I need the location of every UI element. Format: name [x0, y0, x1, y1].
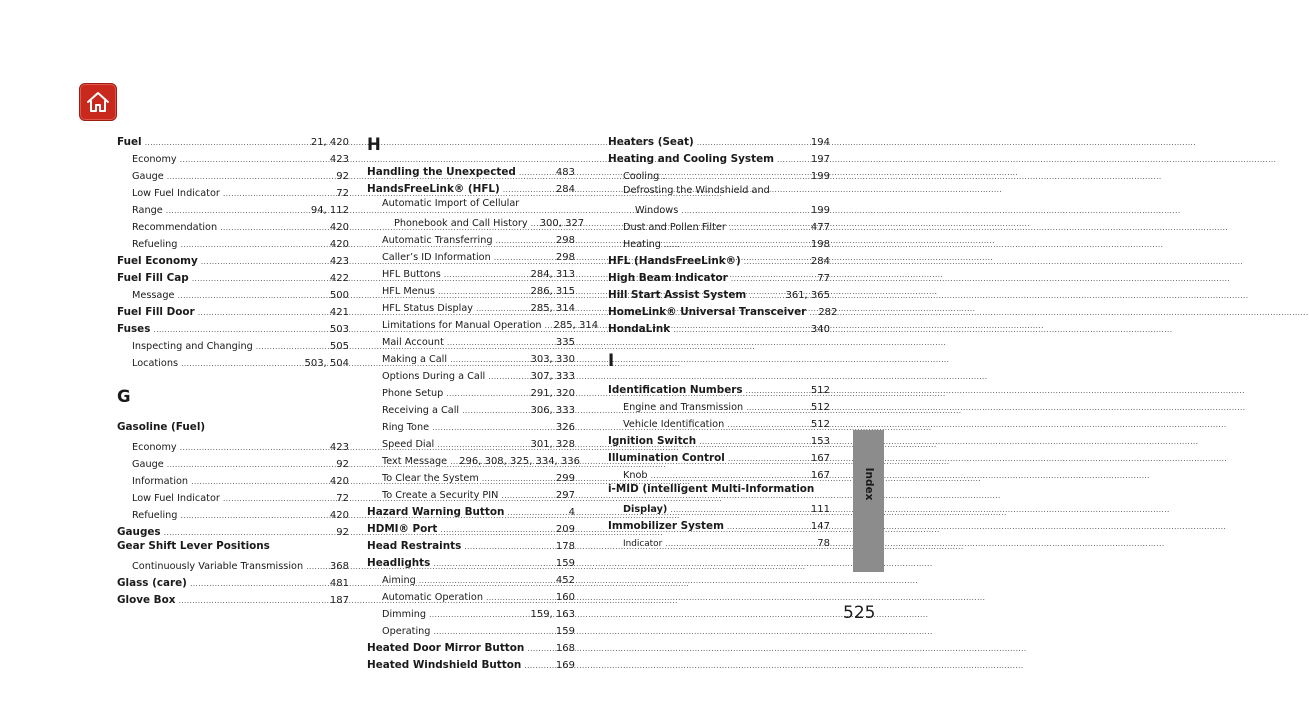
entry-label: HFL Status Display — [382, 303, 473, 314]
index-subentry[interactable] — [367, 365, 575, 382]
page-reference[interactable]: 361, 365 — [785, 290, 830, 301]
entry-label: Operating — [382, 626, 431, 637]
page-reference[interactable]: 92 — [336, 171, 349, 182]
leader-dots — [450, 450, 456, 470]
page-reference[interactable]: 92 — [336, 459, 349, 470]
entry-label: Fuel Economy — [117, 255, 198, 267]
page-reference[interactable]: 512 — [810, 419, 830, 430]
entry-label: Heated Windshield Button — [367, 659, 522, 671]
entry-label: Ring Tone — [382, 422, 430, 433]
page-reference[interactable]: 111 — [810, 504, 830, 515]
index-subentry[interactable] — [367, 603, 575, 620]
entry-label: Fuel — [117, 136, 142, 148]
leader-dots — [673, 318, 808, 338]
index-column-2 — [367, 131, 599, 671]
page-reference[interactable]: 284 — [555, 184, 575, 195]
entry-label: HDMI® Port — [367, 523, 438, 535]
entry-label: Indicator — [623, 539, 663, 549]
entry-label: Automatic Import of Cellular — [382, 198, 520, 209]
entry-label: Heated Door Mirror Button — [367, 642, 525, 654]
entry-label: Refueling — [132, 510, 178, 521]
page-reference[interactable]: 72 — [336, 188, 349, 199]
entry-label: Low Fuel Indicator — [132, 188, 220, 199]
page-reference[interactable]: 296, 308, 325, 334, 336 — [459, 456, 581, 467]
entry-label: Fuel Fill Door — [117, 306, 195, 318]
index-entry[interactable] — [608, 481, 830, 498]
entry-label: Headlights — [367, 557, 431, 569]
index-entry[interactable] — [608, 131, 830, 148]
index-subentry[interactable] — [367, 450, 581, 467]
page-reference[interactable]: 284 — [810, 256, 830, 267]
entry-label: Automatic Transferring — [382, 235, 493, 246]
entry-label: Recommendation — [132, 222, 218, 233]
page-reference[interactable]: 421 — [329, 307, 349, 318]
section-letter: I — [608, 351, 615, 370]
entry-label: To Clear the System — [382, 473, 479, 484]
entry-label: Low Fuel Indicator — [132, 493, 220, 504]
page-reference[interactable]: 300, 327 — [539, 218, 585, 229]
entry-label: Message — [132, 290, 175, 301]
index-subentry[interactable] — [367, 263, 575, 280]
entry-label: Gauge — [132, 459, 164, 470]
page-reference[interactable]: 159, 163 — [530, 609, 575, 620]
entry-label: Display) — [623, 504, 668, 515]
index-subentry[interactable] — [367, 416, 575, 433]
entry-label: Ignition Switch — [608, 435, 697, 447]
entry-label: Inspecting and Changing — [132, 341, 253, 352]
index-entry[interactable] — [608, 318, 830, 335]
page-reference[interactable]: 159 — [555, 626, 575, 637]
entry-label: High Beam Indicator — [608, 272, 728, 284]
index-subentry[interactable] — [367, 297, 575, 314]
index-entry[interactable] — [608, 301, 838, 318]
leader-dots — [749, 284, 782, 304]
index-subentry[interactable] — [608, 216, 830, 233]
page-reference[interactable]: 199 — [810, 171, 830, 182]
page-reference[interactable]: 21, 420 — [310, 137, 349, 148]
entry-label: Defrosting the Windshield and — [623, 185, 770, 196]
index-subentry[interactable] — [608, 165, 830, 182]
page-reference[interactable]: 78 — [817, 538, 830, 549]
entry-label: Handling the Unexpected — [367, 166, 516, 178]
page-reference[interactable]: 500 — [329, 290, 349, 301]
index-subentry[interactable] — [367, 569, 575, 586]
page-reference[interactable]: 299 — [555, 473, 575, 484]
index-entry[interactable] — [367, 501, 575, 518]
page-reference[interactable]: 284, 313 — [530, 269, 575, 280]
entry-label: Dimming — [382, 609, 427, 620]
page-reference[interactable]: 422 — [329, 273, 349, 284]
entry-label: Aiming — [382, 575, 416, 586]
entry-label: Making a Call — [382, 354, 448, 365]
index-entry[interactable] — [367, 178, 575, 195]
index-entry[interactable] — [608, 379, 830, 396]
index-subentry[interactable] — [367, 348, 575, 365]
leader-dots — [178, 589, 326, 609]
entry-label: Knob — [623, 470, 648, 481]
page-reference[interactable]: 77 — [817, 273, 830, 284]
page-reference[interactable]: 423 — [329, 154, 349, 165]
index-subentry[interactable] — [117, 504, 349, 521]
index-entry[interactable] — [608, 267, 830, 284]
entry-label: Glove Box — [117, 594, 176, 606]
index-subentry[interactable] — [117, 487, 349, 504]
page-reference[interactable]: 423 — [329, 256, 349, 267]
page-reference[interactable]: 512 — [810, 402, 830, 413]
page-reference[interactable]: 159 — [555, 558, 575, 569]
entry-label: HFL Menus — [382, 286, 435, 297]
entry-label: Hill Start Assist System — [608, 289, 747, 301]
page-reference[interactable]: 198 — [810, 239, 830, 250]
index-entry[interactable] — [117, 521, 349, 538]
index-entry[interactable] — [117, 301, 349, 318]
entry-label: Dust and Pollen Filter — [623, 222, 726, 233]
section-letter: H — [367, 135, 381, 154]
index-entry[interactable] — [608, 515, 830, 532]
index-entry[interactable] — [117, 572, 349, 589]
index-subentry[interactable] — [367, 484, 575, 501]
page-reference[interactable]: 178 — [555, 541, 575, 552]
entry-label: Gasoline (Fuel) — [117, 421, 206, 433]
index-entry[interactable] — [608, 498, 830, 515]
index-subentry[interactable] — [117, 199, 349, 216]
page-reference[interactable]: 420 — [329, 510, 349, 521]
entry-label: Phonebook and Call History — [394, 218, 528, 229]
index-subentry[interactable] — [117, 165, 349, 182]
entry-label: Caller’s ID Information — [382, 252, 491, 263]
page-reference[interactable]: 298 — [555, 252, 575, 263]
entry-label: Heating and Cooling System — [608, 153, 774, 165]
entry-label: Gauge — [132, 171, 164, 182]
page-reference[interactable]: 94, 112 — [310, 205, 349, 216]
index-subentry[interactable] — [367, 399, 575, 416]
entry-label: Range — [132, 205, 163, 216]
page-reference[interactable]: 420 — [329, 239, 349, 250]
page-reference[interactable]: 297 — [555, 490, 575, 501]
index-subentry[interactable] — [608, 233, 830, 250]
index-subentry[interactable] — [117, 436, 349, 453]
entry-label: i-MID (intelligent Multi-Information — [608, 483, 815, 495]
entry-label: Economy — [132, 154, 177, 165]
entry-label: Fuses — [117, 323, 151, 335]
entry-label: Gear Shift Lever Positions — [117, 540, 270, 552]
page-reference[interactable]: 505 — [329, 341, 349, 352]
page-reference[interactable]: 326 — [555, 422, 575, 433]
page-reference[interactable]: 168 — [555, 643, 575, 654]
index-entry[interactable] — [117, 250, 349, 267]
entry-label: HondaLink — [608, 323, 671, 335]
index-entry[interactable] — [367, 518, 575, 535]
leader-dots — [476, 297, 527, 317]
page-reference[interactable]: 452 — [555, 575, 575, 586]
index-subentry[interactable] — [367, 314, 599, 331]
page-reference[interactable]: 306, 333 — [530, 405, 575, 416]
section-letter: G — [117, 387, 131, 406]
page-reference[interactable]: 335 — [555, 337, 575, 348]
index-subentry[interactable] — [608, 464, 830, 481]
entry-label: Refueling — [132, 239, 178, 250]
index-subentry[interactable] — [367, 620, 575, 637]
index-subentry[interactable] — [117, 352, 349, 369]
home-button[interactable] — [79, 83, 117, 121]
index-subentry[interactable] — [117, 453, 349, 470]
index-entry[interactable] — [367, 654, 575, 671]
entry-label: Engine and Transmission — [623, 402, 744, 413]
page-reference[interactable]: 291, 320 — [530, 388, 575, 399]
page-reference[interactable]: 512 — [810, 385, 830, 396]
index-subentry[interactable] — [367, 467, 575, 484]
index-subentry[interactable] — [117, 216, 349, 233]
page-reference[interactable]: 285, 314 — [553, 320, 599, 331]
page-reference[interactable]: 199 — [810, 205, 830, 216]
page-reference[interactable]: 92 — [336, 527, 349, 538]
entry-label: Options During a Call — [382, 371, 486, 382]
index-column-1 — [117, 131, 349, 606]
entry-label: Head Restraints — [367, 540, 462, 552]
page-reference[interactable]: 72 — [336, 493, 349, 504]
index-subentry[interactable] — [367, 280, 575, 297]
leader-dots — [665, 532, 814, 552]
entry-label: Continuously Variable Transmission — [132, 561, 304, 572]
entry-label: Text Message — [382, 456, 448, 467]
page-reference[interactable]: 282 — [818, 307, 838, 318]
page-reference[interactable]: 307, 333 — [530, 371, 575, 382]
entry-label: Illumination Control — [608, 452, 725, 464]
page-reference[interactable]: 503 — [329, 324, 349, 335]
page-reference[interactable]: 169 — [555, 660, 575, 671]
entry-label: Identification Numbers — [608, 384, 743, 396]
page-reference[interactable]: 303, 330 — [530, 354, 575, 365]
leader-dots — [524, 654, 553, 674]
index-column-3 — [608, 131, 838, 549]
home-icon — [85, 89, 111, 115]
page-reference[interactable]: 483 — [555, 167, 575, 178]
entry-label: Locations — [132, 358, 179, 369]
index-subentry[interactable] — [117, 284, 349, 301]
index-entry[interactable] — [367, 535, 575, 552]
index-subentry[interactable] — [367, 246, 575, 263]
page-reference[interactable]: 420 — [329, 476, 349, 487]
index-subentry[interactable] — [367, 433, 575, 450]
page-reference[interactable]: 423 — [329, 442, 349, 453]
entry-label: Cooling — [623, 171, 660, 182]
entry-label: Heaters (Seat) — [608, 136, 694, 148]
page-reference[interactable]: 298 — [555, 235, 575, 246]
index-entry[interactable] — [608, 447, 830, 464]
entry-label: Windows — [635, 205, 679, 216]
index-entry[interactable] — [608, 284, 830, 301]
index-subentry[interactable] — [367, 331, 575, 348]
index-entry[interactable] — [117, 419, 349, 436]
index-entry[interactable] — [117, 267, 349, 284]
index-subentry[interactable] — [117, 182, 349, 199]
page-reference[interactable]: 153 — [810, 436, 830, 447]
entry-label: HomeLink® Universal Transceiver — [608, 306, 807, 318]
entry-label: Glass (care) — [117, 577, 187, 589]
index-subentry[interactable] — [608, 396, 830, 413]
index-entry[interactable] — [117, 589, 349, 606]
index-entry[interactable] — [367, 637, 575, 654]
entry-label: Limitations for Manual Operation — [382, 320, 542, 331]
entry-label: Gauges — [117, 526, 161, 538]
page-reference[interactable]: 187 — [329, 595, 349, 606]
page-reference[interactable]: 197 — [810, 154, 830, 165]
index-entry[interactable] — [117, 131, 349, 148]
page-reference[interactable]: 160 — [555, 592, 575, 603]
entry-label: Heating — [623, 239, 661, 250]
entry-label: Phone Setup — [382, 388, 444, 399]
index-subentry[interactable] — [117, 555, 349, 572]
index-entry[interactable] — [367, 552, 575, 569]
entry-label: HandsFreeLink® (HFL) — [367, 183, 500, 195]
page-reference[interactable]: 503, 504 — [304, 358, 349, 369]
entry-label: Immobilizer System — [608, 520, 724, 532]
entry-label: Information — [132, 476, 189, 487]
page-reference[interactable]: 301, 328 — [530, 439, 575, 450]
entry-label: Vehicle Identification — [623, 419, 725, 430]
page-reference[interactable]: 194 — [810, 137, 830, 148]
entry-label: Speed Dial — [382, 439, 435, 450]
page-reference[interactable]: 285, 314 — [530, 303, 575, 314]
index-entry[interactable] — [608, 250, 830, 267]
page-number: 525 — [843, 603, 876, 623]
entry-label: Fuel Fill Cap — [117, 272, 189, 284]
leader-dots — [809, 301, 815, 321]
index-subentry[interactable] — [367, 382, 575, 399]
index-subentry[interactable] — [117, 335, 349, 352]
entry-label: Economy — [132, 442, 177, 453]
page-reference[interactable]: 368 — [329, 561, 349, 572]
index-subentry[interactable] — [367, 586, 575, 603]
entry-label: Automatic Operation — [382, 592, 483, 603]
page-reference[interactable]: 477 — [810, 222, 830, 233]
index-entry[interactable] — [367, 161, 575, 178]
page-reference[interactable]: 420 — [329, 222, 349, 233]
index-entry[interactable] — [608, 148, 830, 165]
entry-label: Mail Account — [382, 337, 444, 348]
page-reference[interactable]: 340 — [810, 324, 830, 335]
index-subentry[interactable] — [608, 413, 830, 430]
page-reference[interactable]: 481 — [329, 578, 349, 589]
page-reference[interactable]: 167 — [810, 453, 830, 464]
index-subentry[interactable] — [117, 470, 349, 487]
index-subentry[interactable] — [367, 212, 585, 229]
index-subentry[interactable] — [117, 233, 349, 250]
page-reference[interactable]: 209 — [555, 524, 575, 535]
index-subentry[interactable] — [367, 229, 575, 246]
entry-label: Hazard Warning Button — [367, 506, 505, 518]
entry-label: HFL (HandsFreeLink®) — [608, 255, 741, 267]
entry-label: Receiving a Call — [382, 405, 460, 416]
leader-dots — [181, 352, 301, 372]
index-subentry[interactable] — [117, 148, 349, 165]
entry-label: HFL Buttons — [382, 269, 441, 280]
page-reference[interactable]: 4 — [568, 507, 575, 518]
index-entry[interactable] — [608, 430, 830, 447]
index-subentry[interactable] — [608, 199, 830, 216]
page-reference[interactable]: 147 — [810, 521, 830, 532]
page-reference[interactable]: 167 — [810, 470, 830, 481]
page-reference[interactable]: 286, 315 — [530, 286, 575, 297]
index-side-label: Index — [862, 467, 875, 501]
entry-label: To Create a Security PIN — [382, 490, 499, 501]
